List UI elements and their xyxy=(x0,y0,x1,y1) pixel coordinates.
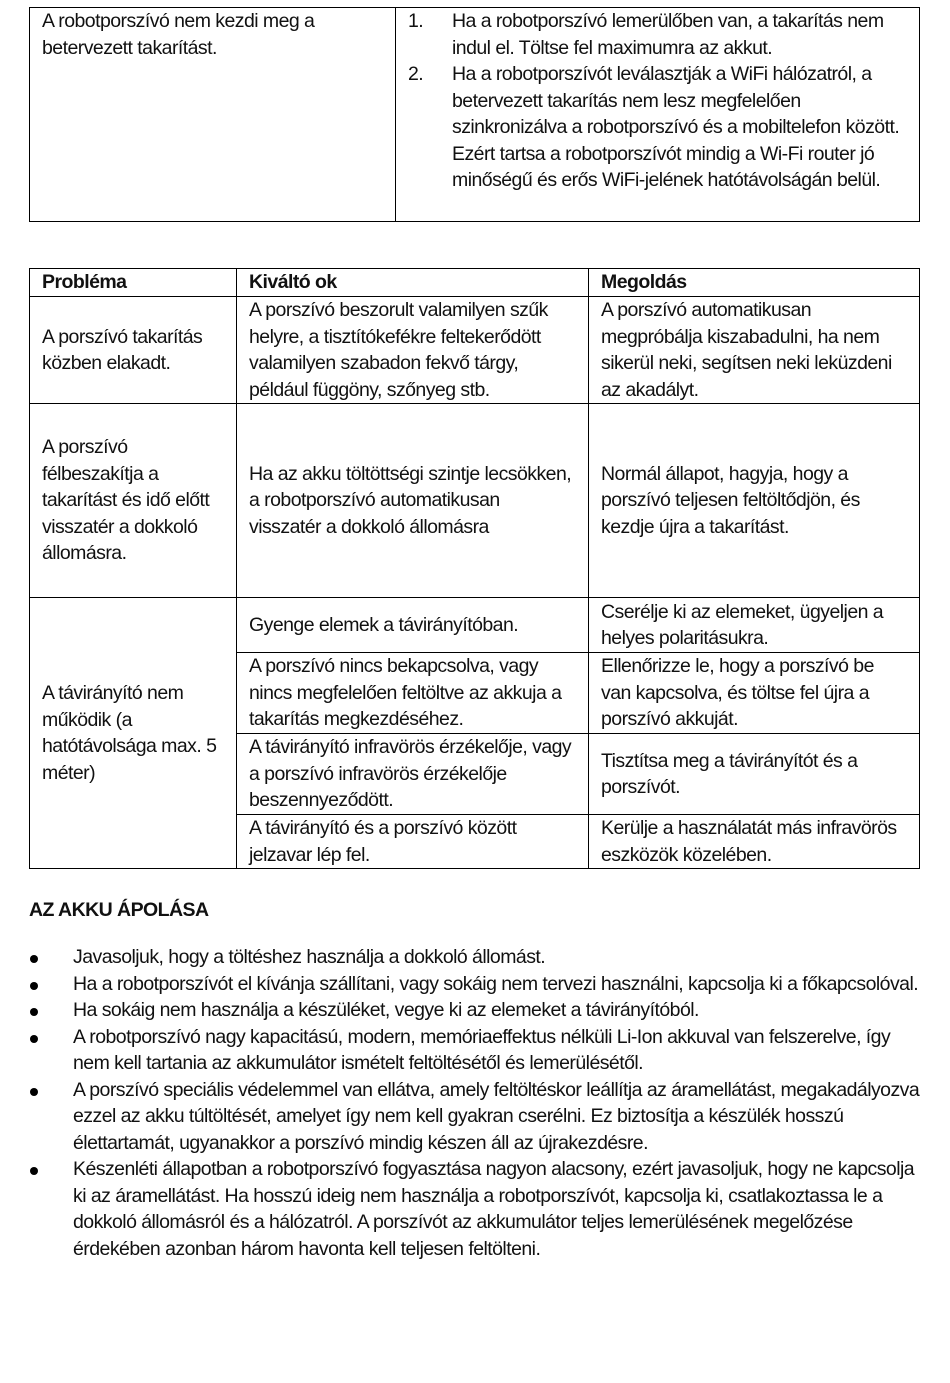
battery-care-list xyxy=(29,944,924,1262)
bullet-icon xyxy=(30,1008,38,1016)
problem-cell: A porszívó takarítás közben elakadt. xyxy=(30,297,237,404)
list-item xyxy=(29,1077,924,1157)
solution-cell: Kerülje a használatát más infravörös eszközök közelében. xyxy=(589,815,920,869)
list-text: Ha a robotporszívó lemerülőben van, a takarítás nem indul el. Töltse fel maximumra az akkut. xyxy=(452,10,884,59)
cause-cell: Ha az akku töltöttségi szintje lecsökken, a robotporszívó automatikusan visszatér a dokkoló állomásra xyxy=(237,404,589,598)
header-cause: Kiváltó ok xyxy=(237,269,589,297)
list-item xyxy=(29,1024,924,1077)
cause-cell: A távirányító infravörös érzékelője, vagy a porszívó infravörös érzékelője beszennyeződött. xyxy=(237,734,589,815)
solution-cell: A porszívó automatikusan megpróbálja kiszabadulni, ha nem sikerül neki, segítsen neki leküzdeni az akadályt. xyxy=(589,297,920,404)
list-text: Készenléti állapotban a robotporszívó fogyasztása nagyon alacsony, ezért javasoljuk, hogy ne kapcsolja ki az áramellátást. Ha hosszú ideig nem használja a robotporszívót, kapcsolja ki, csatlakoztassa le a dokkoló állomásról és a hálózatról. A porszívót az akkumulátor teljes lemerülésének megelőzése érdekében azonban három havonta kell teljesen feltölteni. xyxy=(73,1158,915,1260)
table-row xyxy=(30,8,920,222)
list-item xyxy=(29,971,924,998)
problem-cell: A robotporszívó nem kezdi meg a betervezett takarítást. xyxy=(30,8,396,222)
bullet-icon xyxy=(30,955,38,963)
solution-cell: Tisztítsa meg a távirányítót és a porszívót. xyxy=(589,734,920,815)
list-text: A porszívó speciális védelemmel van ellátva, amely feltöltéskor leállítja az áramellátást, megakadályozva ezzel az akku túltöltését, amelyet így nem kell gyakran cserélni. Ez biztosítja a készülék hosszú élettartamát, ugyanakkor a porszívó mindig készen áll az újrakezdésre. xyxy=(73,1078,920,1154)
bullet-icon xyxy=(30,1088,38,1096)
troubleshooting-table xyxy=(29,268,920,869)
list-number: 1. xyxy=(408,10,424,32)
problem-cell: A porszívó félbeszakítja a takarítást és idő előtt visszatér a dokkoló állomásra. xyxy=(30,404,237,598)
problem-cell: A távirányító nem működik (a hatótávolsága max. 5 méter) xyxy=(30,598,237,869)
list-item xyxy=(408,61,907,194)
list-number: 2. xyxy=(408,63,424,85)
list-text: Ha a robotporszívót el kívánja szállítani, vagy sokáig nem tervezi használni, kapcsolja ki a főkapcsolóval. xyxy=(73,972,919,995)
cause-cell: A távirányító és a porszívó között jelzavar lép fel. xyxy=(237,815,589,869)
table-row xyxy=(30,297,920,404)
bullet-icon xyxy=(30,982,38,990)
header-problem: Probléma xyxy=(30,269,237,297)
list-text: Ha a robotporszívót leválasztják a WiFi hálózatról, a betervezett takarítás nem lesz megfelelően szinkronizálva a robotporszívó és a mobiltelefon között. Ezért tartsa a robotporszívót mindig a Wi-Fi router jó minőségű és erős WiFi-jelének hatótávolságán belül. xyxy=(452,63,900,191)
list-item xyxy=(29,997,924,1024)
solution-cell: Ellenőrizze le, hogy a porszívó be van kapcsolva, és töltse fel újra a porszívó akkuját. xyxy=(589,653,920,734)
troubleshooting-table-continued xyxy=(29,7,920,222)
list-text: A robotporszívó nagy kapacitású, modern, memóriaeffektus nélküli Li-Ion akkuval van felszerelve, így nem kell tartania az akkumulátor ismételt feltöltésétől és lemerülésétől. xyxy=(73,1025,891,1074)
cause-cell: Gyenge elemek a távirányítóban. xyxy=(237,598,589,653)
section-title: AZ AKKU ÁPOLÁSA xyxy=(29,899,209,921)
list-item xyxy=(408,8,907,61)
bullet-icon xyxy=(30,1035,38,1043)
bullet-icon xyxy=(30,1167,38,1175)
solution-list xyxy=(408,8,907,194)
list-item xyxy=(29,944,924,971)
header-solution: Megoldás xyxy=(589,269,920,297)
list-text: Javasoljuk, hogy a töltéshez használja a dokkoló állomást. xyxy=(73,946,546,968)
cause-cell: A porszívó beszorult valamilyen szűk helyre, a tisztítókefékre feltekerődött valamilyen szabadon fekvő tárgy, például függöny, szőnyeg stb. xyxy=(237,297,589,404)
solution-cell xyxy=(396,8,920,222)
list-text: Ha sokáig nem használja a készüléket, vegye ki az elemeket a távirányítóból. xyxy=(73,999,699,1021)
table-row xyxy=(30,598,920,653)
table-header-row xyxy=(30,269,920,297)
list-item xyxy=(29,1156,924,1262)
solution-cell: Normál állapot, hagyja, hogy a porszívó teljesen feltöltődjön, és kezdje újra a takarítást. xyxy=(589,404,920,598)
solution-cell: Cserélje ki az elemeket, ügyeljen a helyes polaritásukra. xyxy=(589,598,920,653)
cause-cell: A porszívó nincs bekapcsolva, vagy nincs megfelelően feltöltve az akkuja a takarítás megkezdéséhez. xyxy=(237,653,589,734)
table-row xyxy=(30,404,920,598)
